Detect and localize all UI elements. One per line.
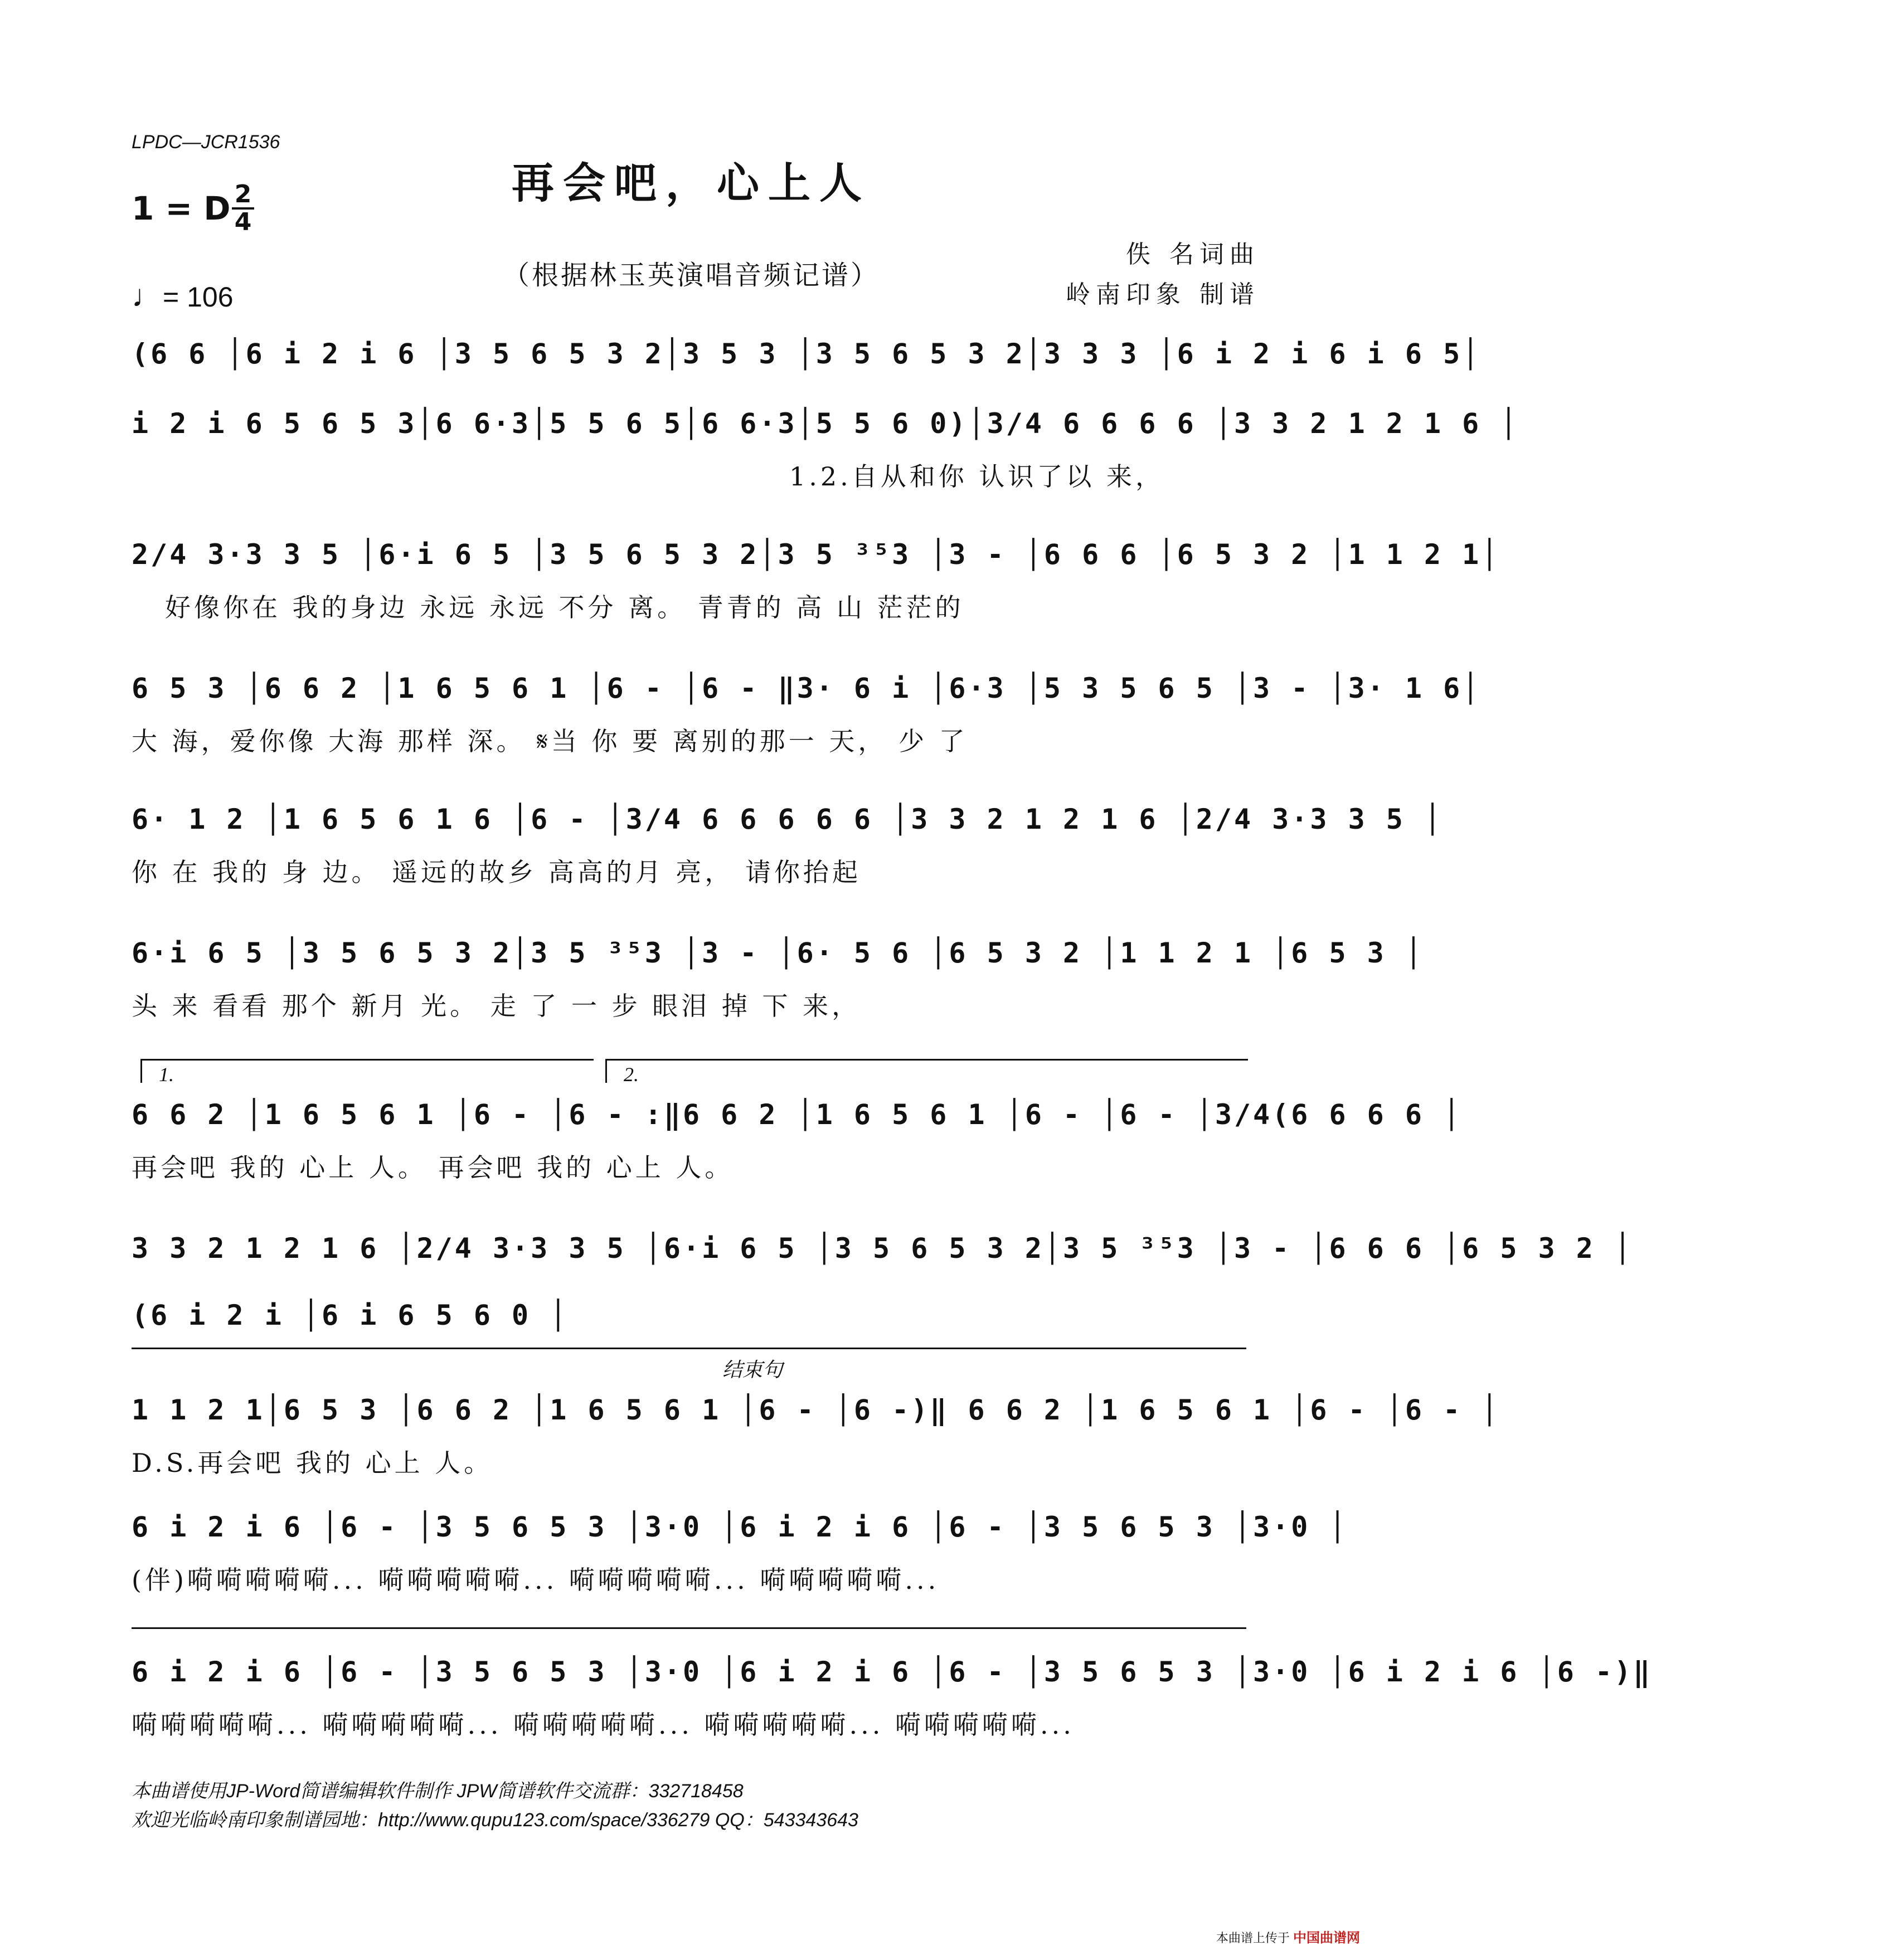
notes-line: 6 5 3 │6 6 2 │1 6 5 6 1 │6 - │6 - ‖3· 6 i │6·3 │5 3 5 6 5 │3 - │3· 1 6│ bbox=[132, 672, 1482, 704]
quarter-note-icon: ♩ bbox=[132, 278, 163, 313]
credit-composer: 佚 名词曲 bbox=[1126, 240, 1260, 269]
lyrics-line: 头 来 看看 那个 新月 光。 走 了 一 步 眼泪 掉 下 来， bbox=[132, 991, 861, 1021]
score-system-7 bbox=[132, 1059, 1463, 1187]
subtitle: （根据林玉英演唱音频记谱） bbox=[502, 260, 880, 291]
notes-line: (6 i 2 i │6 i 6 5 6 0 │ bbox=[132, 1299, 569, 1331]
lyrics-line: 好像你在 我的身边 永远 永远 不分 离。 青青的 高 山 茫茫的 bbox=[165, 592, 964, 623]
footer-software: 本曲谱使用JP-Word简谱编辑软件制作 JPW简谱软件交流群：332718458 bbox=[132, 1781, 744, 1802]
lyrics-line: 大 海，爱你像 大海 那样 深。 𝄋当 你 要 离别的那一 天， 少 了 bbox=[132, 726, 968, 756]
volta-bracket-2 bbox=[605, 1059, 1248, 1086]
lyrics-line: 嗬嗬嗬嗬嗬... 嗬嗬嗬嗬嗬... 嗬嗬嗬嗬嗬... 嗬嗬嗬嗬嗬... 嗬嗬嗬嗬嗬... bbox=[132, 1710, 1075, 1740]
notes-line: 6 6 2 │1 6 5 6 1 │6 - │6 - :‖6 6 2 │1 6 5 6 1 │6 - │6 - │3/4(6 6 6 6 │ bbox=[132, 1098, 1463, 1131]
coda-section bbox=[706, 1348, 1246, 1382]
credit-transcriber: 岭南印象 制谱 bbox=[1066, 280, 1260, 309]
volta-label-1: 1. bbox=[159, 1063, 174, 1086]
notes-line: 6 i 2 i 6 │6 - │3 5 6 5 3 │3·0 │6 i 2 i 6 │6 - │3 5 6 5 3 │3·0 │ bbox=[132, 1511, 1348, 1543]
time-signature bbox=[232, 180, 254, 236]
lyrics-line: 你 在 我的 身 边。 遥远的故乡 高高的月 亮， 请你抬起 bbox=[132, 857, 861, 887]
score-system-10 bbox=[132, 1343, 1500, 1482]
score-code: LPDC—JCR1536 bbox=[132, 132, 280, 153]
lyrics-line: D.S.再会吧 我的 心上 人。 bbox=[132, 1448, 493, 1478]
score-system-9 bbox=[132, 1293, 1246, 1343]
score-system-4 bbox=[132, 666, 1482, 761]
footer-website: 欢迎光临岭南印象制谱园地：http://www.qupu123.com/space/336279 QQ：543343643 bbox=[132, 1810, 858, 1831]
key-signature: 1 = D bbox=[132, 189, 231, 227]
notes-line: 2/4 3·3 3 5 │6·i 6 5 │3 5 6 5 3 2│3 5 ³⁵3 │3 - │6 6 6 │6 5 3 2 │1 1 2 1│ bbox=[132, 538, 1500, 571]
notes-line: 3 3 2 1 2 1 6 │2/4 3·3 3 5 │6·i 6 5 │3 5 6 5 3 2│3 5 ³⁵3 │3 - │6 6 6 │6 5 3 2 │ bbox=[132, 1232, 1634, 1265]
coda-label: 结束句 bbox=[722, 1359, 783, 1382]
notes-line: 6 i 2 i 6 │6 - │3 5 6 5 3 │3·0 │6 i 2 i 6 │6 - │3 5 6 5 3 │3·0 │6 i 2 i 6 │6 -)‖ bbox=[132, 1656, 1653, 1688]
time-signature-top: 2 bbox=[234, 180, 252, 208]
notes-line: 6· 1 2 │1 6 5 6 1 6 │6 - │3/4 6 6 6 6 6 │3 3 2 1 2 1 6 │2/4 3·3 3 5 │ bbox=[132, 803, 1444, 835]
score-system-2 bbox=[132, 401, 1519, 496]
lyrics-line: (伴)嗬嗬嗬嗬嗬... 嗬嗬嗬嗬嗬... 嗬嗬嗬嗬嗬... 嗬嗬嗬嗬嗬... bbox=[132, 1565, 940, 1595]
score-system-8 bbox=[132, 1226, 1634, 1276]
score-system-12 bbox=[132, 1627, 1653, 1740]
watermark-prefix: 本曲谱上传于 bbox=[1216, 1931, 1290, 1945]
score-system-3 bbox=[132, 532, 1500, 627]
time-signature-bottom: 4 bbox=[234, 208, 252, 236]
tempo-value: = 106 bbox=[163, 281, 234, 313]
notes-line: 1 1 2 1│6 5 3 │6 6 2 │1 6 5 6 1 │6 - │6 -)‖ 6 6 2 │1 6 5 6 1 │6 - │6 - │ bbox=[132, 1394, 1500, 1426]
watermark-brand: 中国曲谱网 bbox=[1293, 1930, 1360, 1946]
lyrics-line: 再会吧 我的 心上 人。 再会吧 我的 心上 人。 bbox=[132, 1152, 734, 1183]
song-title: 再会吧，心上人 bbox=[512, 158, 871, 208]
score-system-6 bbox=[132, 931, 1424, 1025]
volta-bracket-1 bbox=[140, 1059, 594, 1086]
notes-line: (6 6 │6 i 2 i 6 │3 5 6 5 3 2│3 5 3 │3 5 6 5 3 2│3 3 3 │6 i 2 i 6 i 6 5│ bbox=[132, 338, 1482, 370]
lyrics-line: 1.2.自从和你 认识了以 来， bbox=[789, 461, 1165, 492]
score-system-11 bbox=[132, 1505, 1348, 1599]
volta-label-2: 2. bbox=[624, 1063, 639, 1086]
notes-line: i 2 i 6 5 6 5 3│6 6·3│5 5 6 5│6 6·3│5 5 6 0)│3/4 6 6 6 6 │3 3 2 1 2 1 6 │ bbox=[132, 407, 1519, 440]
score-system-5 bbox=[132, 797, 1444, 892]
separator-line bbox=[132, 1627, 1246, 1629]
notes-line: 6·i 6 5 │3 5 6 5 3 2│3 5 ³⁵3 │3 - │6· 5 6 │6 5 3 2 │1 1 2 1 │6 5 3 │ bbox=[132, 937, 1424, 969]
score-system-1 bbox=[132, 332, 1482, 382]
site-watermark bbox=[1216, 1927, 1360, 1946]
